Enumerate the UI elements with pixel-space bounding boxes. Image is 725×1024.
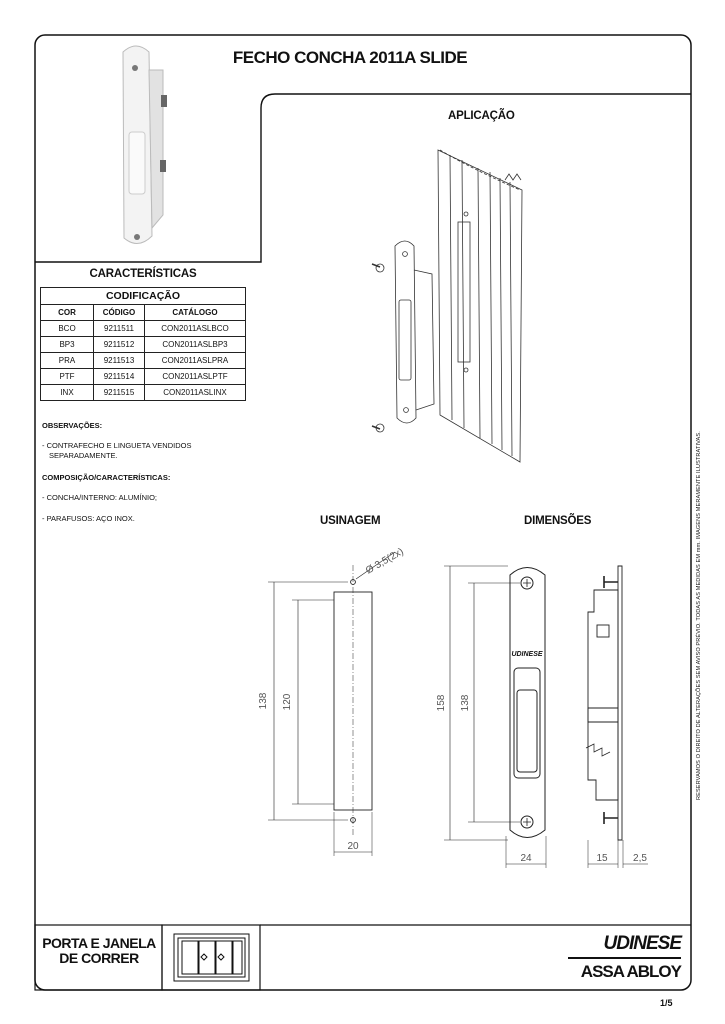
cell: BP3	[41, 337, 94, 353]
dimensoes-dim-width: 24	[520, 853, 532, 864]
obs-title: OBSERVAÇÕES:	[42, 421, 103, 430]
usinagem-dim-inner: 120	[282, 693, 293, 711]
comp-line1: - CONCHA/INTERNO: ALUMÍNIO;	[42, 493, 158, 502]
cell: 9211515	[94, 385, 145, 401]
usinagem-dim-total: 138	[258, 692, 269, 710]
col-header: CATÁLOGO	[145, 305, 246, 321]
page-number: 1/5	[660, 998, 673, 1008]
codification-table	[40, 287, 246, 401]
table-row	[41, 385, 246, 401]
disclaimer: RESERVAMOS O DIREITO DE ALTERAÇÕES SEM AVISO PRÉVIO. TODAS AS MEDIDAS EM mm. IMAGENS MERAMENTE ILUSTRATIVAS.	[696, 431, 702, 800]
table-row	[41, 321, 246, 337]
section-application: APLICAÇÃO	[448, 110, 515, 122]
comp-title: COMPOSIÇÃO/CARACTERÍSTICAS:	[42, 473, 171, 482]
table-row	[41, 337, 246, 353]
cell: 9211514	[94, 369, 145, 385]
category-label	[40, 936, 158, 966]
dimensoes-front-view	[444, 566, 546, 868]
cell: CON2011ASLPRA	[145, 353, 246, 369]
usinagem-dim-width: 20	[347, 841, 359, 852]
section-characteristics: CARACTERÍSTICAS	[89, 268, 197, 280]
dimensoes-dim-depth2: 2,5	[633, 853, 647, 864]
brand-rule	[568, 957, 681, 959]
cell: 9211511	[94, 321, 145, 337]
usinagem-hole-label: Ø 3,5(2x)	[364, 546, 406, 577]
col-header: CÓDIGO	[94, 305, 145, 321]
category-line2: DE CORRER	[59, 950, 139, 966]
obs-line2: SEPARADAMENTE.	[49, 451, 118, 460]
dimensoes-dim-total: 158	[436, 694, 447, 712]
cell: 9211512	[94, 337, 145, 353]
cell: INX	[41, 385, 94, 401]
section-dimensions: DIMENSÕES	[524, 515, 592, 527]
obs-line1: - CONTRAFECHO E LINGUETA VENDIDOS	[42, 441, 192, 450]
product-photo	[123, 46, 167, 244]
page-title: FECHO CONCHA 2011A SLIDE	[232, 48, 468, 67]
cell: 9211513	[94, 353, 145, 369]
comp-line2: - PARAFUSOS: AÇO INOX.	[42, 514, 135, 523]
product-mark: UDINESE	[511, 651, 543, 658]
cell: PRA	[41, 353, 94, 369]
brand-parent-logo: ASSA ABLOY	[580, 962, 681, 981]
cell: CON2011ASLBCO	[145, 321, 246, 337]
cell: BCO	[41, 321, 94, 337]
table-row	[41, 369, 246, 385]
table-row	[41, 353, 246, 369]
application-drawing	[372, 150, 522, 462]
section-machining: USINAGEM	[320, 515, 381, 527]
dimensoes-dim-depth1: 15	[596, 853, 608, 864]
dimensoes-dim-inner: 138	[460, 694, 471, 712]
table-heading: CODIFICAÇÃO	[41, 288, 246, 305]
category-line1: PORTA E JANELA	[42, 935, 156, 951]
sliding-window-icon	[174, 934, 249, 981]
cell: CON2011ASLBP3	[145, 337, 246, 353]
cell: PTF	[41, 369, 94, 385]
col-header: COR	[41, 305, 94, 321]
cell: CON2011ASLINX	[145, 385, 246, 401]
cell: CON2011ASLPTF	[145, 369, 246, 385]
brand-logo: UDINESE	[603, 933, 681, 954]
dimensoes-side-view	[586, 566, 648, 868]
